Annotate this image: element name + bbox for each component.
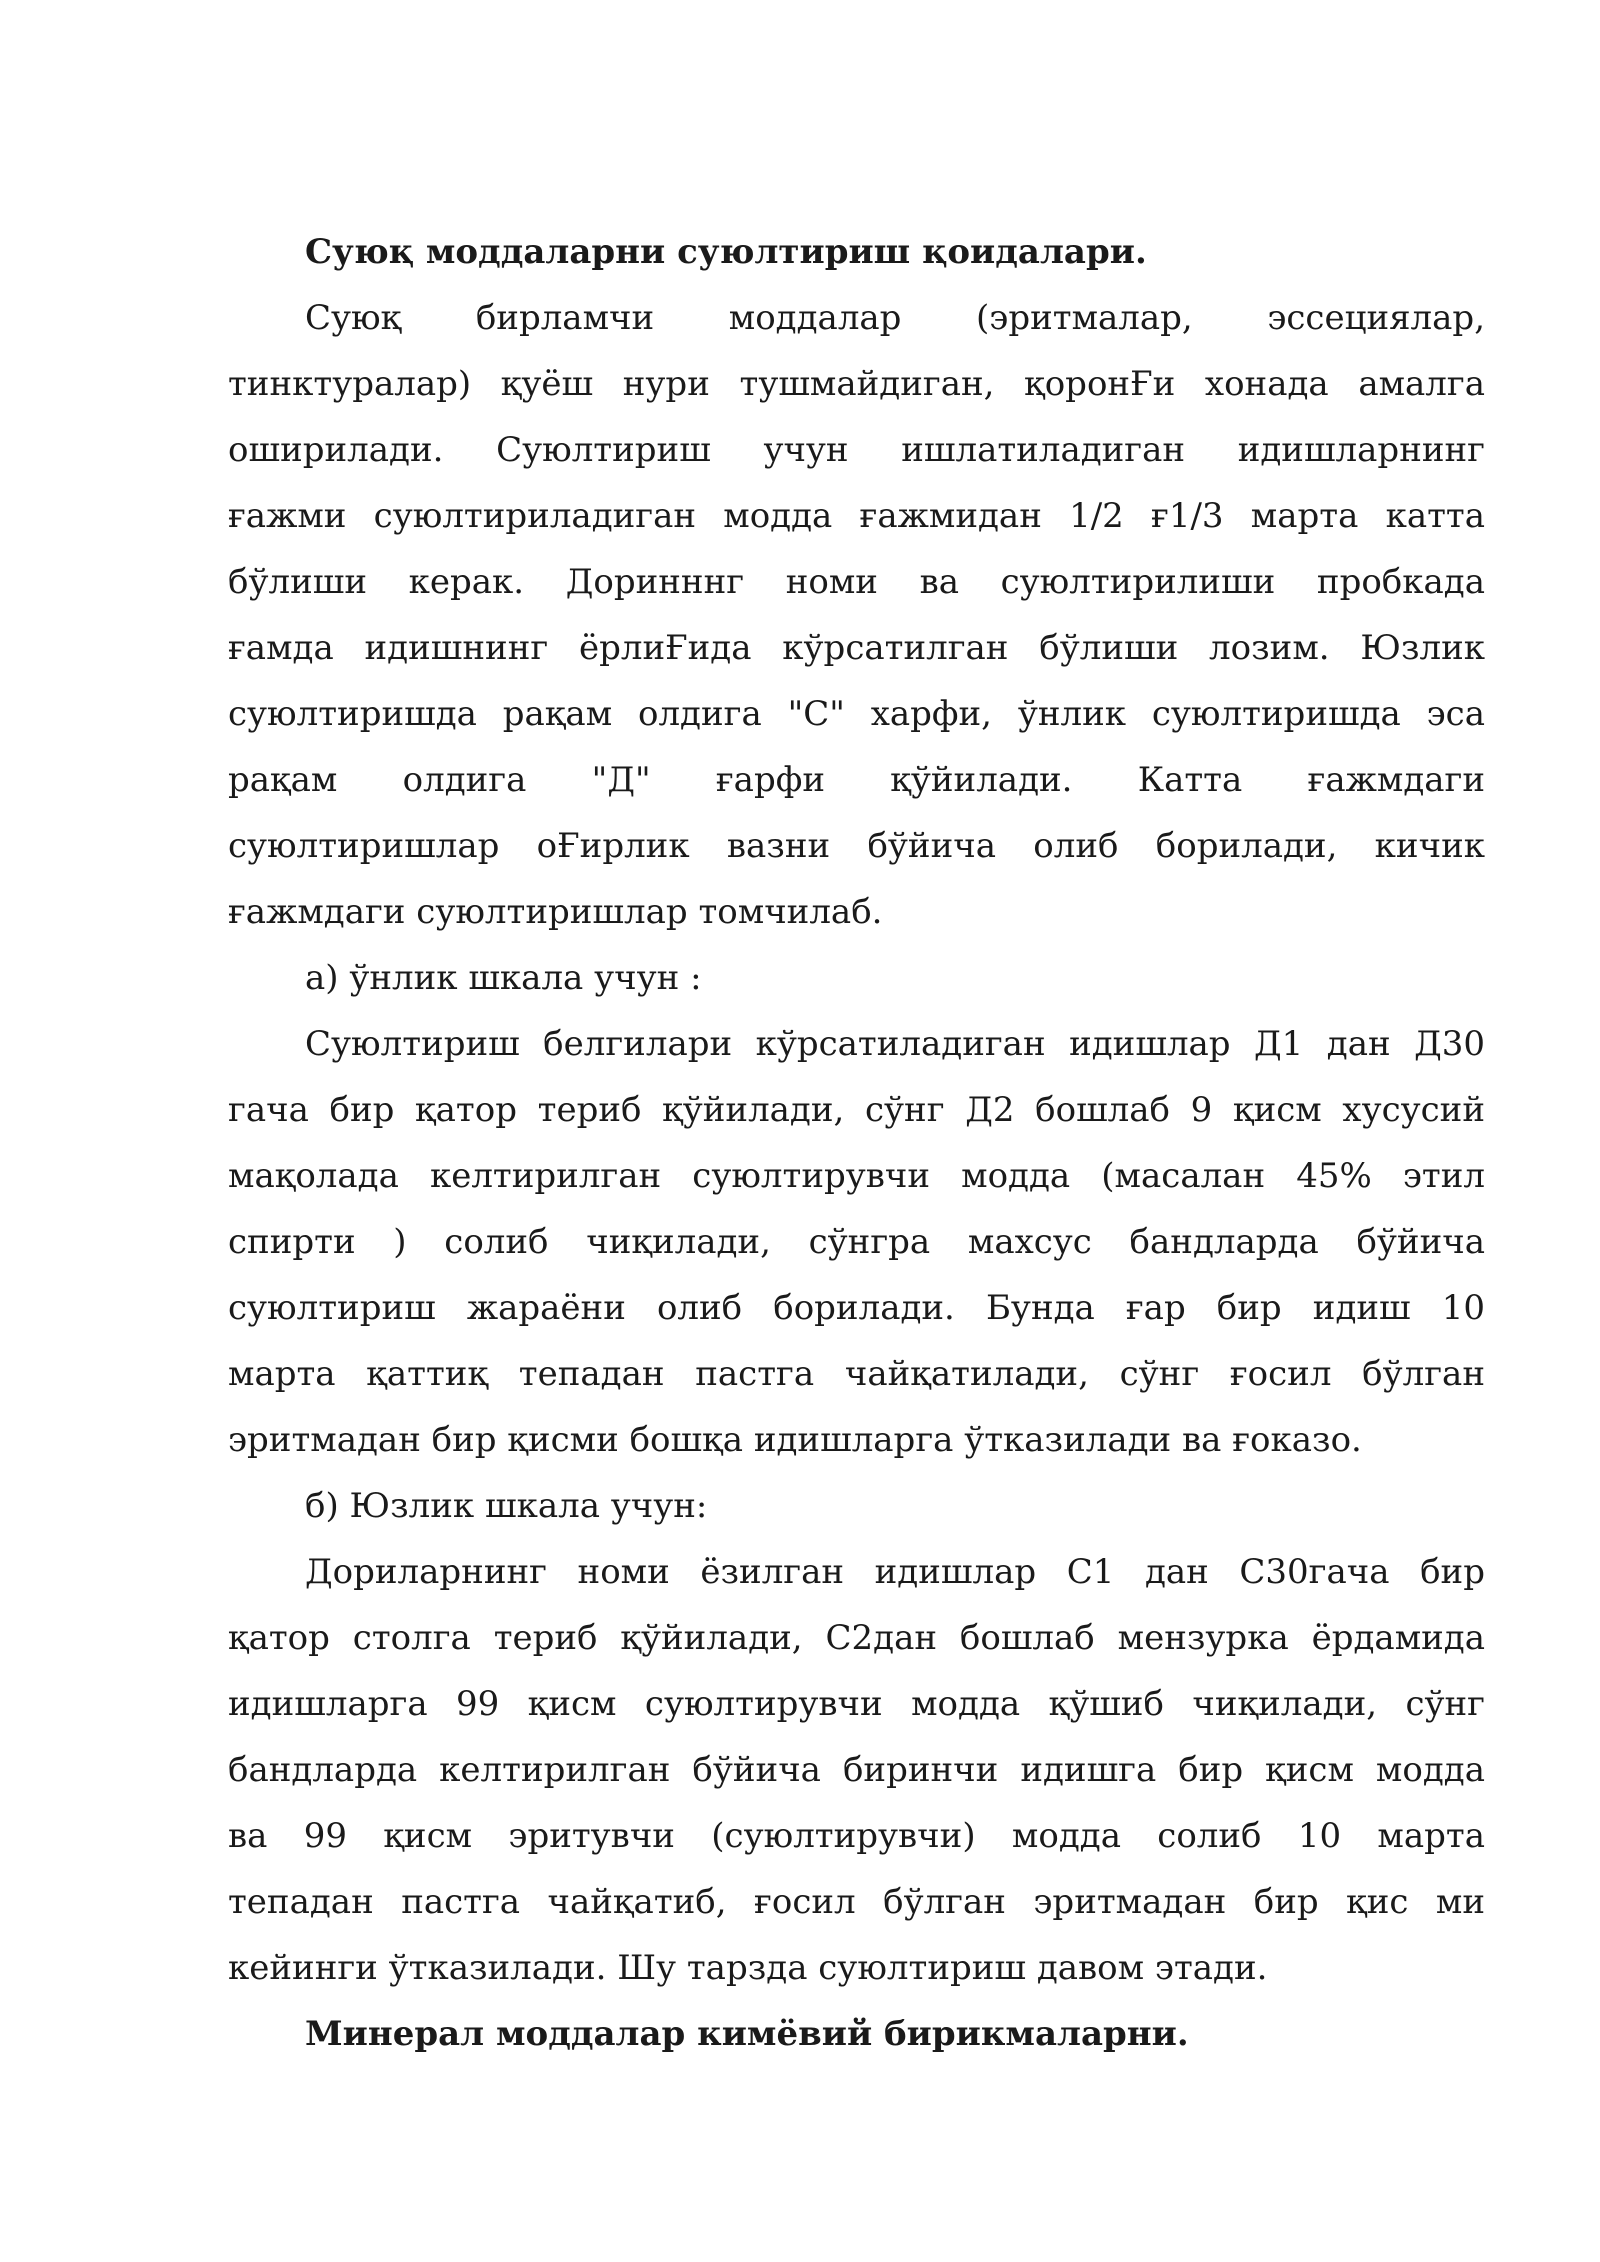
paragraph-line: қатор столга териб қўйилади, С2дан бошлаб мензурка ёрдамида bbox=[228, 1618, 1485, 1658]
paragraph-line: суюлтиришда рақам олдига "С" харфи, ўнлик суюлтиришда эса bbox=[228, 694, 1485, 734]
paragraph-line: мақолада келтирилган суюлтирувчи модда (масалан 45% этил bbox=[228, 1156, 1485, 1196]
section-subheading: Минерал моддалар кимёвий бирикмаларни. bbox=[305, 2014, 1189, 2054]
paragraph-line: тепадан пастга чайқатиб, ғосил бўлган эритмадан бир қис ми bbox=[228, 1882, 1485, 1922]
paragraph-line: Дориларнинг номи ёзилган идишлар С1 дан С30гача бир bbox=[305, 1552, 1485, 1592]
paragraph-line: рақам олдига "Д" ғарфи қўйилади. Катта ғажмдаги bbox=[228, 760, 1485, 800]
paragraph-line: Суюлтириш белгилари кўрсатиладиган идишлар Д1 дан Д30 bbox=[305, 1024, 1485, 1064]
paragraph-line: кейинги ўтказилади. Шу тарзда суюлтириш давом этади. bbox=[228, 1948, 1268, 1988]
paragraph-line: эритмадан бир қисми бошқа идишларга ўтказилади ва ғоказо. bbox=[228, 1420, 1362, 1460]
paragraph-line: бўлиши керак. Доринннг номи ва суюлтирилиши пробкада bbox=[228, 562, 1485, 602]
paragraph-line: гача бир қатор териб қўйилади, сўнг Д2 бошлаб 9 қисм хусусий bbox=[228, 1090, 1485, 1130]
paragraph-line: ғажмдаги суюлтиришлар томчилаб. bbox=[228, 892, 883, 932]
paragraph-line: бандларда келтирилган бўйича биринчи идишга бир қисм модда bbox=[228, 1750, 1485, 1790]
paragraph-line: ғамда идишнинг ёрлиҒида кўрсатилган бўлиши лозим. Юзлик bbox=[228, 628, 1485, 668]
paragraph-line: Суюқ бирламчи моддалар (эритмалар, эссециялар, bbox=[305, 298, 1485, 338]
list-label-centesimal-scale: б) Юзлик шкала учун: bbox=[305, 1486, 708, 1526]
paragraph-line: ғажми суюлтириладиган модда ғажмидан 1/2 ғ1/3 марта катта bbox=[228, 496, 1485, 536]
paragraph-line: суюлтиришлар оҒирлик вазни бўйича олиб борилади, кичик bbox=[228, 826, 1485, 866]
paragraph-line: идишларга 99 қисм суюлтирувчи модда қўшиб чиқилади, сўнг bbox=[228, 1684, 1485, 1724]
section-heading: Суюқ моддаларни суюлтириш қоидалари. bbox=[305, 232, 1147, 272]
paragraph-line: марта қаттиқ тепадан пастга чайқатилади, сўнг ғосил бўлган bbox=[228, 1354, 1485, 1394]
list-label-decimal-scale: а) ўнлик шкала учун : bbox=[305, 958, 702, 998]
paragraph-line: оширилади. Суюлтириш учун ишлатиладиган идишларнинг bbox=[228, 430, 1485, 470]
paragraph-line: спирти ) солиб чиқилади, сўнгра махсус бандларда бўйича bbox=[228, 1222, 1485, 1262]
paragraph-line: ва 99 қисм эритувчи (суюлтирувчи) модда солиб 10 марта bbox=[228, 1816, 1485, 1856]
paragraph-line: суюлтириш жараёни олиб борилади. Бунда ғар бир идиш 10 bbox=[228, 1288, 1485, 1328]
paragraph-line: тинктуралар) қуёш нури тушмайдиган, қоронҒи хонада амалга bbox=[228, 364, 1485, 404]
